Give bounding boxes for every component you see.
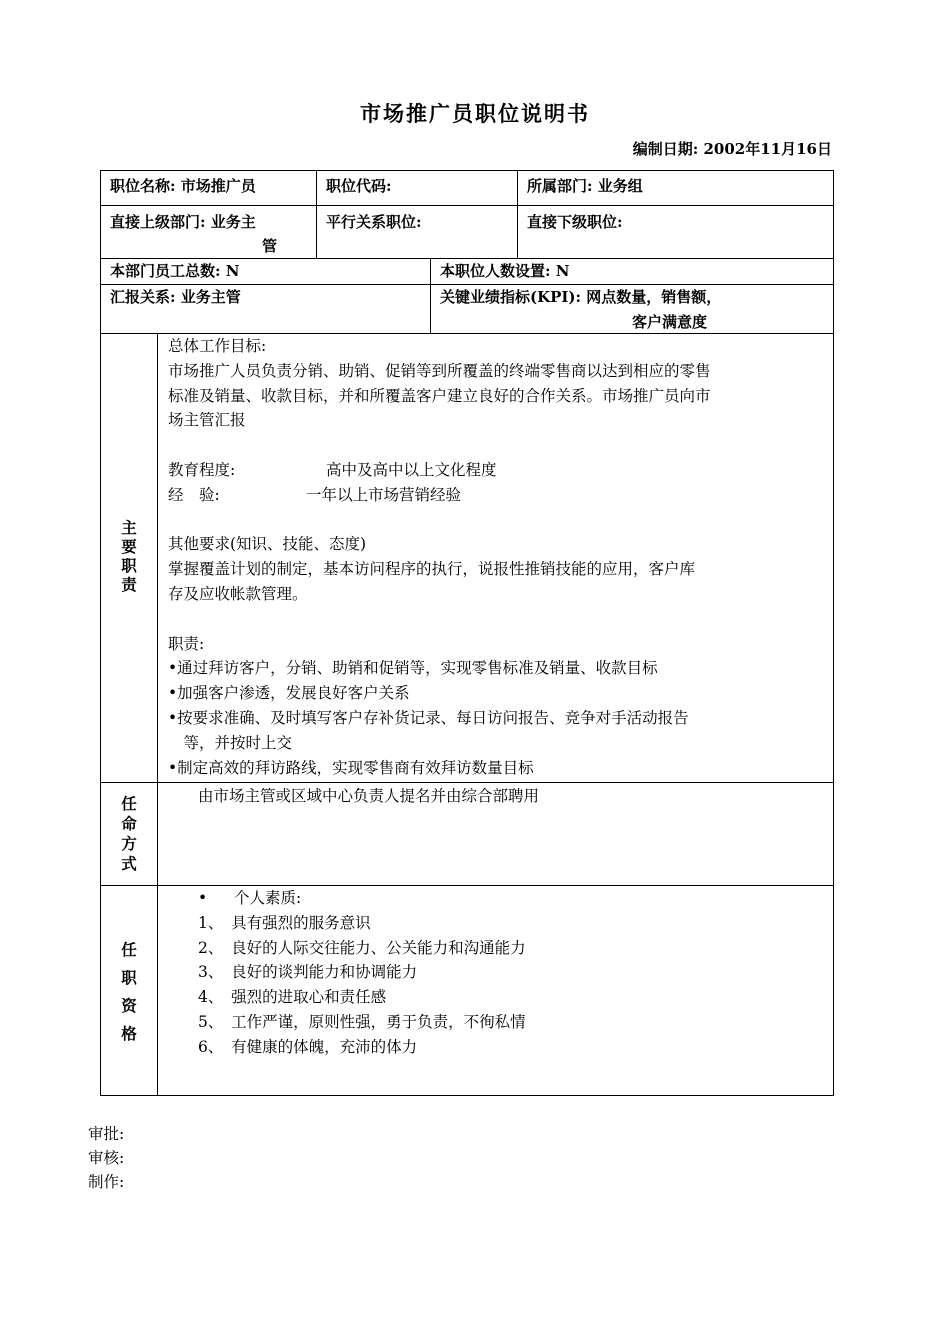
position-count: 本职位人数设置: N [440,262,570,280]
experience-label: 经 验: [168,485,220,504]
experience-row [168,483,828,508]
department: 所属部门: 业务组 [527,177,643,195]
footer-signatures [88,1122,124,1194]
education-label: 教育程度: [168,460,236,479]
qual-item: 5、 工作严谨，原则性强，勇于负责，不徇私情 [198,1012,526,1031]
kpi-cont: 客户满意度 [632,313,708,331]
education-row [168,458,828,483]
qual-content [198,886,818,1060]
other-line: 存及应收帐款管理。 [168,584,308,603]
appoint-text: 由市场主管或区域中心负责人提名并由综合部聘用 [198,787,540,805]
goal-line: 标准及销量、收款目标，并和所覆盖客户建立良好的合作关系。市场推广员向市 [168,386,711,405]
make-label: 制作: [88,1173,125,1191]
qual-item: 1、 具有强烈的服务意识 [198,913,371,932]
appoint-label: 任 命 方 式 [121,794,137,873]
review-label: 审核: [88,1149,125,1167]
goal-line: 市场推广人员负责分销、助销、促销等到所覆盖的终端零售商以达到相应的零售 [168,361,711,380]
resp-item: •通过拜访客户，分销、助销和促销等，实现零售标准及销量、收款目标 [168,659,658,678]
qual-item: 6、 有健康的体魄，充沛的体力 [198,1037,418,1056]
qual-title-row [198,886,818,911]
qual-item: 2、 良好的人际交往能力、公关能力和沟通能力 [198,938,526,957]
report-to: 汇报关系: 业务主管 [110,288,241,306]
goal-title: 总体工作目标: [168,337,267,355]
qual-title: 个人素质: [234,889,302,907]
parallel-position: 平行关系职位: [326,213,422,231]
document-title: 市场推广员职位说明书 [360,101,590,126]
approve-label: 审批: [88,1125,125,1143]
resp-item: •加强客户渗透，发展良好客户关系 [168,684,410,703]
other-line: 掌握覆盖计划的制定，基本访问程序的执行，说报性推销技能的应用，客户库 [168,560,696,579]
qual-item: 4、 强烈的进取心和责任感 [198,988,387,1007]
subordinate-position: 直接下级职位: [527,213,623,231]
position-code: 职位代码: [326,177,392,195]
compile-date: 编制日期: 2002年11月16日 [632,140,832,158]
other-title: 其他要求(知识、技能、态度) [168,535,367,554]
experience-value: 一年以上市场营销经验 [306,485,462,504]
qual-item: 3、 良好的谈判能力和协调能力 [198,963,418,982]
resp-item: •制定高效的拜访路线，实现零售商有效拜访数量目标 [168,758,534,777]
kpi: 关键业绩指标(KPI): 网点数量，销售额， [440,288,722,306]
duties-label: 主 要 职 责 [121,518,137,594]
qual-label: 任 职 资 格 [121,940,137,1043]
resp-title: 职责: [168,634,205,653]
resp-item: 等，并按时上交 [168,733,293,752]
bullet-icon: • [198,889,208,907]
position-name: 职位名称: 市场推广员 [110,177,256,195]
superior-dept: 直接上级部门: 业务主 [110,213,256,231]
goal-line: 场主管汇报 [168,411,246,430]
superior-dept-cont: 管 [262,237,278,255]
duties-content [168,334,828,780]
education-value: 高中及高中以上文化程度 [326,460,497,479]
dept-total: 本部门员工总数: N [110,262,240,280]
resp-item: •按要求准确、及时填写客户存补货记录、每日访问报告、竞争对手活动报告 [168,708,689,727]
